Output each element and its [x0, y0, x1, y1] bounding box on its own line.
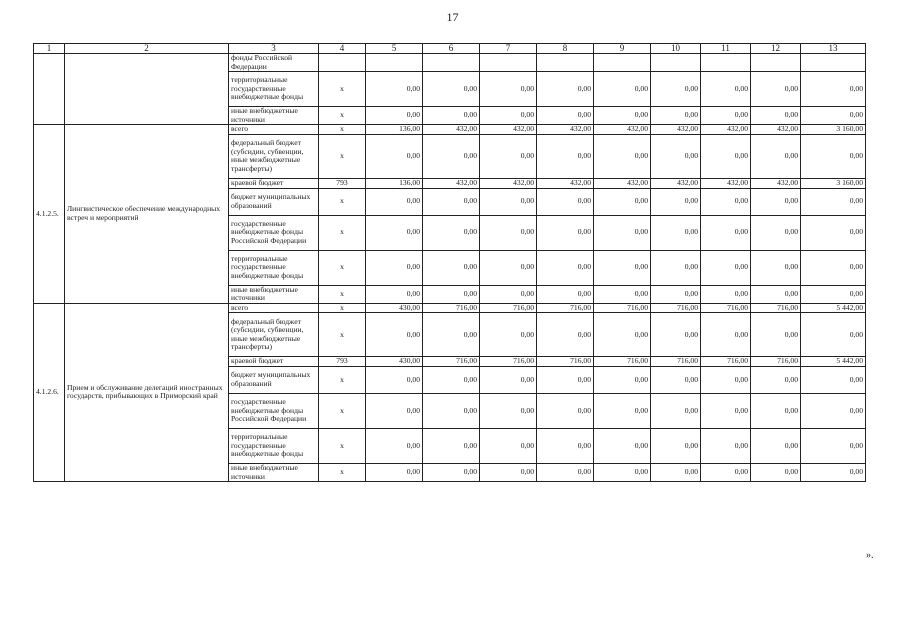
- amount-cell: 0,00: [423, 107, 480, 125]
- amount-cell: 0,00: [537, 134, 594, 178]
- amount-cell: [751, 54, 801, 72]
- admin-code: x: [319, 125, 366, 135]
- amount-cell: 0,00: [651, 134, 701, 178]
- admin-code: 793: [319, 357, 366, 367]
- amount-cell: 0,00: [537, 366, 594, 393]
- funding-source: бюджет муниципальных образований: [229, 366, 319, 393]
- table-row: [34, 125, 866, 135]
- amount-cell: 0,00: [423, 285, 480, 303]
- item-code: 4.1.2.5.: [34, 125, 65, 303]
- amount-cell: 0,00: [366, 285, 423, 303]
- amount-cell: 716,00: [537, 357, 594, 367]
- amount-cell: 432,00: [423, 178, 480, 188]
- amount-cell: [537, 54, 594, 72]
- amount-cell: 0,00: [801, 72, 866, 107]
- amount-cell: 0,00: [801, 366, 866, 393]
- amount-cell: 0,00: [701, 366, 751, 393]
- amount-cell: 0,00: [751, 72, 801, 107]
- amount-cell: 432,00: [594, 125, 651, 135]
- item-code: [34, 54, 65, 125]
- amount-cell: 432,00: [423, 125, 480, 135]
- amount-cell: 0,00: [480, 72, 537, 107]
- amount-cell: 0,00: [594, 107, 651, 125]
- amount-cell: 0,00: [423, 428, 480, 463]
- amount-cell: 0,00: [366, 313, 423, 357]
- amount-cell: 0,00: [366, 134, 423, 178]
- amount-cell: 0,00: [801, 463, 866, 481]
- amount-cell: 0,00: [480, 250, 537, 285]
- amount-cell: 432,00: [751, 178, 801, 188]
- amount-cell: 0,00: [751, 285, 801, 303]
- admin-code: x: [319, 303, 366, 313]
- funding-source: иные внебюджетные источники: [229, 285, 319, 303]
- amount-cell: 432,00: [480, 125, 537, 135]
- amount-cell: 430,00: [366, 357, 423, 367]
- funding-source: иные внебюджетные источники: [229, 463, 319, 481]
- amount-cell: 0,00: [366, 393, 423, 428]
- column-header-9: 9: [594, 44, 651, 54]
- admin-code: x: [319, 313, 366, 357]
- column-header-8: 8: [537, 44, 594, 54]
- amount-cell: 0,00: [651, 72, 701, 107]
- admin-code: 793: [319, 178, 366, 188]
- amount-cell: 0,00: [480, 215, 537, 250]
- amount-cell: 0,00: [594, 215, 651, 250]
- admin-code: x: [319, 72, 366, 107]
- amount-cell: 432,00: [594, 178, 651, 188]
- amount-cell: 716,00: [751, 303, 801, 313]
- amount-cell: 0,00: [751, 250, 801, 285]
- amount-cell: [480, 54, 537, 72]
- funding-source: краевой бюджет: [229, 357, 319, 367]
- amount-cell: 0,00: [366, 428, 423, 463]
- item-name: Лингвистическое обеспечение международных встреч и мероприятий: [65, 125, 229, 303]
- amount-cell: 0,00: [651, 428, 701, 463]
- amount-cell: 0,00: [480, 134, 537, 178]
- amount-cell: 716,00: [480, 357, 537, 367]
- amount-cell: 3 160,00: [801, 178, 866, 188]
- amount-cell: 0,00: [366, 107, 423, 125]
- amount-cell: 0,00: [480, 285, 537, 303]
- amount-cell: 0,00: [537, 428, 594, 463]
- amount-cell: 0,00: [651, 107, 701, 125]
- amount-cell: 5 442,00: [801, 303, 866, 313]
- amount-cell: 0,00: [701, 463, 751, 481]
- amount-cell: [594, 54, 651, 72]
- amount-cell: 0,00: [537, 393, 594, 428]
- amount-cell: 0,00: [701, 313, 751, 357]
- amount-cell: 0,00: [594, 313, 651, 357]
- admin-code: x: [319, 393, 366, 428]
- admin-code: x: [319, 463, 366, 481]
- amount-cell: 0,00: [366, 72, 423, 107]
- closing-quote-mark: ».: [866, 550, 874, 561]
- amount-cell: 716,00: [594, 357, 651, 367]
- amount-cell: 716,00: [423, 303, 480, 313]
- column-header-7: 7: [480, 44, 537, 54]
- amount-cell: 0,00: [423, 393, 480, 428]
- admin-code: x: [319, 285, 366, 303]
- amount-cell: 0,00: [480, 107, 537, 125]
- amount-cell: 0,00: [594, 393, 651, 428]
- funding-source: федеральный бюджет (субсидии, субвенции, иные межбюджетные трансферты): [229, 134, 319, 178]
- amount-cell: 0,00: [751, 313, 801, 357]
- amount-cell: 0,00: [801, 134, 866, 178]
- amount-cell: 0,00: [651, 188, 701, 215]
- amount-cell: 0,00: [651, 285, 701, 303]
- amount-cell: [366, 54, 423, 72]
- amount-cell: 0,00: [537, 215, 594, 250]
- header-row: [34, 44, 866, 54]
- amount-cell: 0,00: [701, 72, 751, 107]
- amount-cell: 432,00: [537, 125, 594, 135]
- amount-cell: 432,00: [537, 178, 594, 188]
- admin-code: x: [319, 215, 366, 250]
- amount-cell: 0,00: [651, 393, 701, 428]
- amount-cell: 0,00: [366, 463, 423, 481]
- amount-cell: 0,00: [423, 366, 480, 393]
- admin-code: x: [319, 107, 366, 125]
- amount-cell: 0,00: [480, 313, 537, 357]
- amount-cell: [701, 54, 751, 72]
- amount-cell: 0,00: [480, 366, 537, 393]
- amount-cell: 0,00: [751, 107, 801, 125]
- amount-cell: 0,00: [751, 366, 801, 393]
- amount-cell: 0,00: [651, 366, 701, 393]
- amount-cell: 0,00: [366, 188, 423, 215]
- item-name: [65, 54, 229, 125]
- amount-cell: 0,00: [751, 428, 801, 463]
- amount-cell: 0,00: [480, 188, 537, 215]
- item-name: Прием и обслуживание делегаций иностранных государств, прибывающих в Приморский край: [65, 303, 229, 481]
- amount-cell: 0,00: [801, 428, 866, 463]
- funding-source: государственные внебюджетные фонды Российской Федерации: [229, 393, 319, 428]
- amount-cell: 0,00: [701, 393, 751, 428]
- amount-cell: 0,00: [366, 215, 423, 250]
- page-number: 17: [446, 10, 459, 24]
- amount-cell: 3 160,00: [801, 125, 866, 135]
- funding-source: иные внебюджетные источники: [229, 107, 319, 125]
- amount-cell: 0,00: [701, 250, 751, 285]
- amount-cell: 0,00: [751, 393, 801, 428]
- amount-cell: 0,00: [480, 393, 537, 428]
- amount-cell: 0,00: [537, 313, 594, 357]
- funding-source: территориальные государственные внебюджетные фонды: [229, 72, 319, 107]
- table-row: [34, 303, 866, 313]
- funding-source: всего: [229, 125, 319, 135]
- funding-source: фонды Российской Федерации: [229, 54, 319, 72]
- amount-cell: 716,00: [480, 303, 537, 313]
- amount-cell: 0,00: [594, 188, 651, 215]
- amount-cell: 0,00: [801, 107, 866, 125]
- amount-cell: 0,00: [801, 285, 866, 303]
- amount-cell: 0,00: [801, 313, 866, 357]
- amount-cell: 0,00: [423, 463, 480, 481]
- amount-cell: 0,00: [594, 72, 651, 107]
- amount-cell: 0,00: [651, 463, 701, 481]
- amount-cell: 0,00: [801, 215, 866, 250]
- amount-cell: 716,00: [701, 357, 751, 367]
- amount-cell: 0,00: [701, 107, 751, 125]
- column-header-1: 1: [34, 44, 65, 54]
- amount-cell: 0,00: [801, 188, 866, 215]
- amount-cell: 0,00: [537, 250, 594, 285]
- amount-cell: 136,00: [366, 178, 423, 188]
- amount-cell: 0,00: [651, 313, 701, 357]
- amount-cell: 0,00: [651, 215, 701, 250]
- amount-cell: 0,00: [594, 463, 651, 481]
- funding-source: государственные внебюджетные фонды Российской Федерации: [229, 215, 319, 250]
- amount-cell: 0,00: [537, 285, 594, 303]
- amount-cell: 0,00: [366, 366, 423, 393]
- funding-source: федеральный бюджет (субсидии, субвенции, иные межбюджетные трансферты): [229, 313, 319, 357]
- amount-cell: 0,00: [701, 134, 751, 178]
- column-header-11: 11: [701, 44, 751, 54]
- amount-cell: 0,00: [423, 250, 480, 285]
- amount-cell: 0,00: [701, 188, 751, 215]
- admin-code: x: [319, 428, 366, 463]
- amount-cell: 0,00: [423, 313, 480, 357]
- admin-code: x: [319, 188, 366, 215]
- amount-cell: 432,00: [701, 178, 751, 188]
- amount-cell: 0,00: [537, 72, 594, 107]
- admin-code: x: [319, 366, 366, 393]
- amount-cell: 716,00: [537, 303, 594, 313]
- admin-code: x: [319, 134, 366, 178]
- amount-cell: 0,00: [480, 428, 537, 463]
- column-header-3: 3: [229, 44, 319, 54]
- admin-code: [319, 54, 366, 72]
- amount-cell: 0,00: [751, 215, 801, 250]
- amount-cell: 716,00: [594, 303, 651, 313]
- amount-cell: 716,00: [651, 303, 701, 313]
- amount-cell: 716,00: [423, 357, 480, 367]
- amount-cell: [423, 54, 480, 72]
- amount-cell: 716,00: [651, 357, 701, 367]
- amount-cell: 0,00: [423, 188, 480, 215]
- amount-cell: 432,00: [751, 125, 801, 135]
- funding-source: территориальные государственные внебюджетные фонды: [229, 428, 319, 463]
- funding-source: бюджет муниципальных образований: [229, 188, 319, 215]
- amount-cell: 0,00: [423, 134, 480, 178]
- amount-cell: 136,00: [366, 125, 423, 135]
- amount-cell: 432,00: [651, 125, 701, 135]
- funding-source: территориальные государственные внебюджетные фонды: [229, 250, 319, 285]
- amount-cell: 0,00: [801, 250, 866, 285]
- amount-cell: 0,00: [751, 463, 801, 481]
- admin-code: x: [319, 250, 366, 285]
- amount-cell: 0,00: [423, 215, 480, 250]
- column-header-4: 4: [319, 44, 366, 54]
- amount-cell: 5 442,00: [801, 357, 866, 367]
- table-row: [34, 54, 866, 72]
- amount-cell: 432,00: [651, 178, 701, 188]
- amount-cell: 716,00: [751, 357, 801, 367]
- column-header-6: 6: [423, 44, 480, 54]
- amount-cell: 0,00: [537, 463, 594, 481]
- amount-cell: 0,00: [594, 428, 651, 463]
- amount-cell: 716,00: [701, 303, 751, 313]
- amount-cell: 0,00: [594, 285, 651, 303]
- amount-cell: 432,00: [480, 178, 537, 188]
- amount-cell: 0,00: [651, 250, 701, 285]
- amount-cell: 0,00: [423, 72, 480, 107]
- amount-cell: 0,00: [701, 285, 751, 303]
- amount-cell: 0,00: [701, 215, 751, 250]
- column-header-5: 5: [366, 44, 423, 54]
- column-header-13: 13: [801, 44, 866, 54]
- budget-table: [33, 43, 866, 482]
- amount-cell: 0,00: [537, 107, 594, 125]
- amount-cell: 430,00: [366, 303, 423, 313]
- table-body: [34, 44, 866, 482]
- item-code: 4.1.2.6.: [34, 303, 65, 481]
- column-header-2: 2: [65, 44, 229, 54]
- funding-source: краевой бюджет: [229, 178, 319, 188]
- amount-cell: 0,00: [480, 463, 537, 481]
- amount-cell: [651, 54, 701, 72]
- amount-cell: [801, 54, 866, 72]
- amount-cell: 0,00: [801, 393, 866, 428]
- amount-cell: 0,00: [366, 250, 423, 285]
- amount-cell: 432,00: [701, 125, 751, 135]
- amount-cell: 0,00: [594, 134, 651, 178]
- amount-cell: 0,00: [537, 188, 594, 215]
- funding-source: всего: [229, 303, 319, 313]
- amount-cell: 0,00: [594, 250, 651, 285]
- amount-cell: 0,00: [751, 188, 801, 215]
- amount-cell: 0,00: [751, 134, 801, 178]
- column-header-10: 10: [651, 44, 701, 54]
- column-header-12: 12: [751, 44, 801, 54]
- amount-cell: 0,00: [701, 428, 751, 463]
- amount-cell: 0,00: [594, 366, 651, 393]
